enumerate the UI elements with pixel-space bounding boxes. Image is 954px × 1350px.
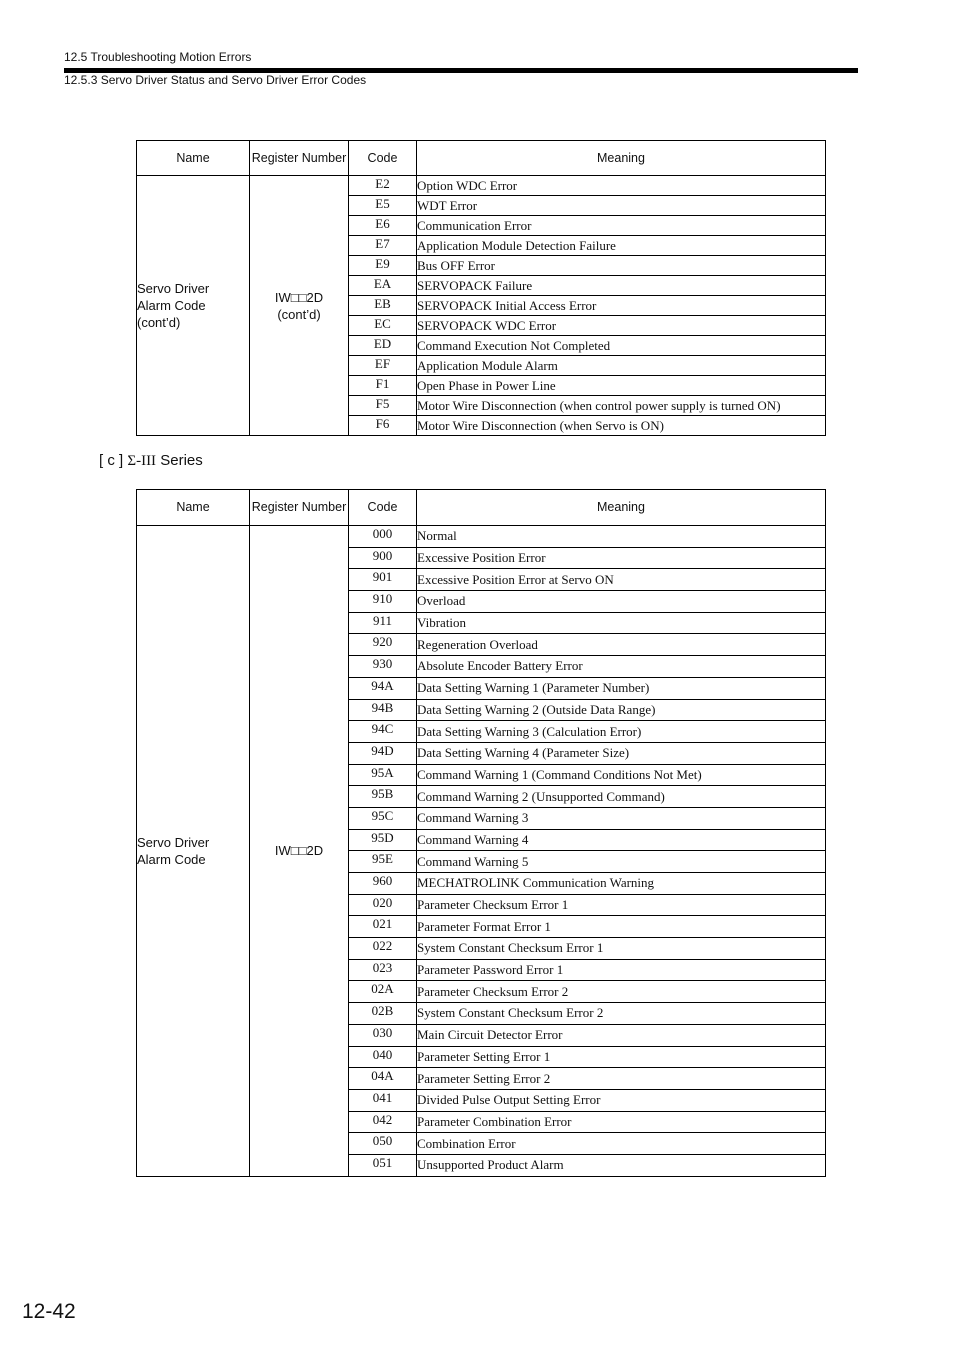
code-cell: 02B [349,1003,417,1025]
meaning-cell: Vibration [417,612,826,634]
meaning-cell: Data Setting Warning 1 (Parameter Number) [417,677,826,699]
code-cell: 960 [349,873,417,895]
meaning-cell: Open Phase in Power Line [417,376,826,396]
code-cell: 910 [349,591,417,613]
subheading-sigma: Σ-III [127,453,157,469]
code-cell: 051 [349,1154,417,1176]
meaning-cell: Data Setting Warning 4 (Parameter Size) [417,742,826,764]
column-header-code: Code [349,141,417,176]
meaning-cell: Application Module Alarm [417,356,826,376]
meaning-cell: Normal [417,526,826,548]
subheading-prefix: [ c ] [99,452,124,469]
register-number-cell: IW□□2D [250,526,349,1177]
meaning-cell: Command Warning 2 (Unsupported Command) [417,786,826,808]
column-header-name: Name [137,490,250,526]
column-header-register: Register Number [250,490,349,526]
subheading-suffix: Series [160,452,203,469]
column-header-meaning: Meaning [417,490,826,526]
meaning-cell: Data Setting Warning 3 (Calculation Error) [417,721,826,743]
code-cell: 94C [349,721,417,743]
code-cell: 04A [349,1068,417,1090]
meaning-cell: Command Warning 1 (Command Conditions Not Met) [417,764,826,786]
code-cell: 95C [349,807,417,829]
subsection-header: 12.5.3 Servo Driver Status and Servo Driver Error Codes [64,73,367,87]
code-cell: E2 [349,176,417,196]
code-cell: 95B [349,786,417,808]
code-cell: EC [349,316,417,336]
sigma3-alarm-code-table [136,489,826,1177]
meaning-cell: Communication Error [417,216,826,236]
meaning-cell: Overload [417,591,826,613]
code-cell: 95E [349,851,417,873]
meaning-cell: Data Setting Warning 2 (Outside Data Range) [417,699,826,721]
meaning-cell: Excessive Position Error at Servo ON [417,569,826,591]
code-cell: 021 [349,916,417,938]
code-cell: 94A [349,677,417,699]
register-number-cell: IW□□2D (cont’d) [250,176,349,436]
meaning-cell: Combination Error [417,1133,826,1155]
page-number: 12-42 [22,1300,76,1323]
meaning-cell: Motor Wire Disconnection (when Servo is ON) [417,416,826,436]
code-cell: 94D [349,742,417,764]
series-subheading [99,452,203,470]
code-cell: 95D [349,829,417,851]
code-cell: 042 [349,1111,417,1133]
code-cell: 900 [349,547,417,569]
code-cell: ED [349,336,417,356]
code-cell: F5 [349,396,417,416]
meaning-cell: SERVOPACK WDC Error [417,316,826,336]
table-row [137,176,826,196]
meaning-cell: Parameter Setting Error 1 [417,1046,826,1068]
code-cell: E7 [349,236,417,256]
meaning-cell: Parameter Checksum Error 1 [417,894,826,916]
meaning-cell: WDT Error [417,196,826,216]
column-header-code: Code [349,490,417,526]
code-cell: EB [349,296,417,316]
code-cell: 02A [349,981,417,1003]
code-cell: 901 [349,569,417,591]
code-cell: 030 [349,1024,417,1046]
alarm-name-cell: Servo Driver Alarm Code (cont’d) [137,176,250,436]
meaning-cell: Divided Pulse Output Setting Error [417,1089,826,1111]
meaning-cell: Main Circuit Detector Error [417,1024,826,1046]
meaning-cell: Command Warning 5 [417,851,826,873]
meaning-cell: MECHATROLINK Communication Warning [417,873,826,895]
column-header-meaning: Meaning [417,141,826,176]
meaning-cell: Parameter Combination Error [417,1111,826,1133]
meaning-cell: Unsupported Product Alarm [417,1154,826,1176]
code-cell: E5 [349,196,417,216]
meaning-cell: Parameter Format Error 1 [417,916,826,938]
code-cell: EF [349,356,417,376]
meaning-cell: Application Module Detection Failure [417,236,826,256]
code-cell: 911 [349,612,417,634]
meaning-cell: Motor Wire Disconnection (when control power supply is turned ON) [417,396,826,416]
alarm-code-table-continued [136,140,826,436]
meaning-cell: SERVOPACK Failure [417,276,826,296]
code-cell: F1 [349,376,417,396]
meaning-cell: Parameter Checksum Error 2 [417,981,826,1003]
code-cell: 020 [349,894,417,916]
meaning-cell: Command Warning 3 [417,807,826,829]
code-cell: EA [349,276,417,296]
alarm-name-cell: Servo Driver Alarm Code [137,526,250,1177]
meaning-cell: Command Execution Not Completed [417,336,826,356]
meaning-cell: Excessive Position Error [417,547,826,569]
code-cell: 920 [349,634,417,656]
meaning-cell: SERVOPACK Initial Access Error [417,296,826,316]
code-cell: 000 [349,526,417,548]
code-cell: F6 [349,416,417,436]
code-cell: 94B [349,699,417,721]
code-cell: 041 [349,1089,417,1111]
meaning-cell: System Constant Checksum Error 2 [417,1003,826,1025]
code-cell: 040 [349,1046,417,1068]
column-header-name: Name [137,141,250,176]
code-cell: 95A [349,764,417,786]
meaning-cell: Parameter Password Error 1 [417,959,826,981]
column-header-register: Register Number [250,141,349,176]
table-row [137,526,826,548]
meaning-cell: Command Warning 4 [417,829,826,851]
meaning-cell: Option WDC Error [417,176,826,196]
meaning-cell: Bus OFF Error [417,256,826,276]
code-cell: E9 [349,256,417,276]
meaning-cell: Parameter Setting Error 2 [417,1068,826,1090]
code-cell: 930 [349,656,417,678]
code-cell: 022 [349,938,417,960]
code-cell: 050 [349,1133,417,1155]
meaning-cell: Regeneration Overload [417,634,826,656]
code-cell: 023 [349,959,417,981]
code-cell: E6 [349,216,417,236]
meaning-cell: System Constant Checksum Error 1 [417,938,826,960]
meaning-cell: Absolute Encoder Battery Error [417,656,826,678]
section-header: 12.5 Troubleshooting Motion Errors [64,50,252,64]
